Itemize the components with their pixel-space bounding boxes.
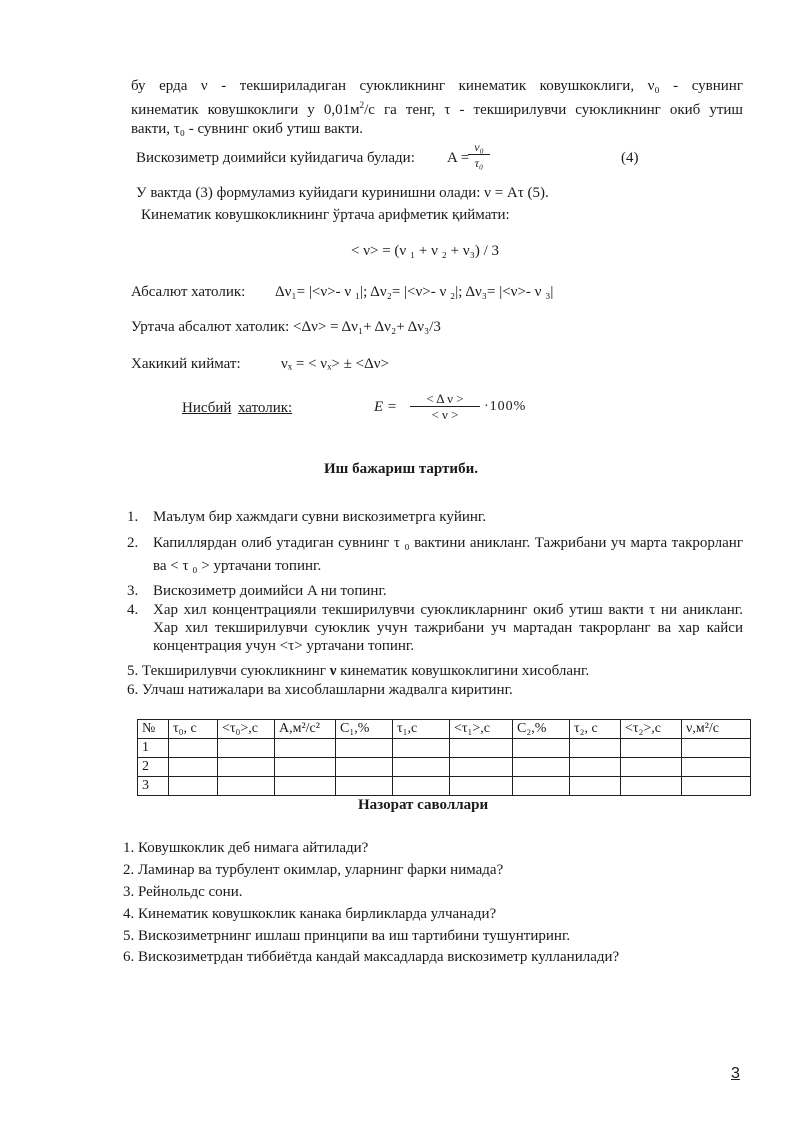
- step-number: 1.: [127, 509, 139, 525]
- step-text: Хар хил концентрацияли текширилувчи суюкликларнинг окиб утиш вакти τ ни аникланг. Хар хил текширилувчи суюклик учун тажрибани уч мартадан такрорланг ва хар кайси концентрация учун <τ> уртачани топинг.: [153, 602, 743, 654]
- table-cell[interactable]: [621, 739, 682, 758]
- const-formula-label: Вискозиметр доимийси куйидагича булади:: [136, 150, 415, 166]
- table-cell[interactable]: [218, 777, 275, 796]
- table-cell[interactable]: [450, 777, 513, 796]
- table-cell[interactable]: [570, 758, 621, 777]
- intro-line-3: вакти, τ₀ - сувнинг окиб утиш вакти.: [131, 121, 364, 137]
- relative-error-numerator: < Δ ν >: [410, 391, 480, 407]
- table-cell[interactable]: [621, 777, 682, 796]
- const-formula-fraction: [468, 140, 490, 171]
- table-header-row: [138, 720, 751, 739]
- table-cell[interactable]: [682, 777, 751, 796]
- question-item: 5. Вискозиметрнинг ишлаш принципи ва иш тартибини тушунтиринг.: [123, 928, 571, 944]
- step-text: Капиллярдан олиб утадиган сувнинг τ ₀ вактини аникланг. Тажрибани уч марта такрорланг ва < τ ₀ > уртачани топинг.: [153, 535, 743, 574]
- table-header-cell: τ₀, c: [169, 720, 218, 739]
- table-header-cell: <τ₀>,c: [218, 720, 275, 739]
- table-cell[interactable]: [450, 758, 513, 777]
- table-cell[interactable]: [570, 739, 621, 758]
- table-header-cell: C₁,%: [336, 720, 393, 739]
- question-item: 3. Рейнольдс сони.: [123, 884, 243, 900]
- question-item: 1. Ковушкоклик деб нимага айтилади?: [123, 840, 369, 856]
- relative-error-denominator: < ν >: [431, 407, 459, 422]
- table-cell[interactable]: [621, 758, 682, 777]
- procedure-step: [127, 601, 743, 655]
- true-value-label: Хакикий киймат:: [131, 356, 241, 372]
- table-cell[interactable]: [570, 777, 621, 796]
- table-cell[interactable]: [336, 777, 393, 796]
- intro-line-2-sup: 2: [359, 100, 365, 110]
- abs-error-label: Абсалют хатолик:: [131, 284, 246, 300]
- table-header-cell: A,м²/c²: [275, 720, 336, 739]
- intro-line-2b: /с га тенг, τ - текширилувчи суюкликнинг окиб утиш: [364, 102, 743, 118]
- formula-5-line: У вактда (3) формуламиз куйидаги куринишни олади: ν = Aτ (5).: [136, 185, 549, 201]
- procedure-step: [127, 508, 743, 526]
- table-cell: 3: [138, 777, 169, 796]
- table-cell[interactable]: [513, 739, 570, 758]
- relative-error-lhs: E =: [374, 399, 398, 415]
- step-5-symbol: ν: [329, 663, 337, 679]
- table-cell[interactable]: [682, 758, 751, 777]
- procedure-step-5: [127, 663, 589, 680]
- relative-error-suffix: ·100%: [484, 399, 527, 414]
- table-cell[interactable]: [393, 739, 450, 758]
- table-header-cell: №: [138, 720, 169, 739]
- results-table: [137, 719, 751, 796]
- abs-error-formula: Δν₁= |<ν>- ν ₁|; Δν₂= |<ν>- ν ₂|; Δν₃= |<ν>- ν ₃|: [275, 284, 554, 300]
- table-cell[interactable]: [275, 739, 336, 758]
- question-item: 2. Ламинар ва турбулент окимлар, уларнинг фарки нимада?: [123, 862, 504, 878]
- relative-error-fraction: [410, 391, 480, 423]
- control-title: Назорат саволлари: [358, 797, 489, 813]
- table-cell[interactable]: [275, 758, 336, 777]
- step-5-text-b: кинематик ковушкоклигини хисобланг.: [340, 663, 590, 679]
- table-cell[interactable]: [169, 758, 218, 777]
- table-cell[interactable]: [450, 739, 513, 758]
- step-number: 2.: [127, 535, 139, 551]
- step-number: 3.: [127, 583, 139, 599]
- mean-label: Кинематик ковушкокликнинг ўртача арифметик қиймати:: [141, 207, 510, 223]
- step-5-text-a: Текширилувчи суюкликнинг: [142, 663, 326, 679]
- intro-line-2a: кинематик ковушкоклиги у 0,01м: [131, 102, 360, 118]
- procedure-step-6: 6. Улчаш натижалари ва хисоблашларни жадвалга киритинг.: [127, 682, 513, 698]
- procedure-title: Иш бажариш тартиби.: [324, 461, 478, 477]
- intro-line-2: [131, 96, 743, 120]
- table-header-cell: C₂,%: [513, 720, 570, 739]
- mean-abs-error: Уртача абсалют хатолик: <Δν> = Δν₁+ Δν₂+ Δν₃/3: [131, 319, 441, 335]
- procedure-step: [127, 582, 743, 600]
- table-cell[interactable]: [513, 758, 570, 777]
- relative-error-label-word1: Нисбий: [182, 400, 232, 416]
- table-cell[interactable]: [218, 739, 275, 758]
- intro-line-1: бу ерда ν - текшириладиган суюкликнинг кинематик ковушкоклиги, ν₀ - сувнинг: [131, 78, 743, 94]
- table-cell: 1: [138, 739, 169, 758]
- table-row: [138, 739, 751, 758]
- const-formula-numerator: ν₀: [468, 140, 490, 155]
- question-item: 6. Вискозиметрдан тиббиётда кандай максадларда вискозиметр кулланилади?: [123, 949, 620, 965]
- table-cell[interactable]: [393, 777, 450, 796]
- formula-number-4: (4): [621, 150, 639, 166]
- table-row: [138, 758, 751, 777]
- const-formula-lhs: A =: [447, 150, 470, 166]
- page-number: 3: [731, 1065, 740, 1082]
- table-cell[interactable]: [218, 758, 275, 777]
- const-formula-denominator: τ₀: [474, 156, 484, 170]
- procedure-steps: [127, 508, 743, 655]
- table-header-cell: τ₁,c: [393, 720, 450, 739]
- table-cell[interactable]: [682, 739, 751, 758]
- table-header-cell: <τ₂>,c: [621, 720, 682, 739]
- table-row: [138, 777, 751, 796]
- true-value-formula: νₓ = < νₓ> ± <Δν>: [281, 356, 389, 372]
- step-text: Вискозиметр доимийси A ни топинг.: [153, 583, 387, 599]
- table-cell[interactable]: [275, 777, 336, 796]
- table-cell: 2: [138, 758, 169, 777]
- mean-formula: < ν> = (ν ₁ + ν ₂ + ν₃) / 3: [351, 243, 500, 259]
- intro-paragraph: [131, 77, 743, 139]
- table-cell[interactable]: [169, 739, 218, 758]
- table-cell[interactable]: [169, 777, 218, 796]
- relative-error-label-word2: хатолик:: [238, 400, 293, 416]
- step-number: 4.: [127, 602, 139, 618]
- step-5-number: 5.: [127, 663, 139, 679]
- procedure-step: [127, 532, 743, 578]
- table-cell[interactable]: [393, 758, 450, 777]
- table-header-cell: <τ₁>,c: [450, 720, 513, 739]
- table-header-cell: τ₂, c: [570, 720, 621, 739]
- table-cell[interactable]: [336, 758, 393, 777]
- question-item: 4. Кинематик ковушкоклик канака бирликларда улчанади?: [123, 906, 497, 922]
- table-header-cell: ν,м²/c: [682, 720, 751, 739]
- table-cell[interactable]: [513, 777, 570, 796]
- table-cell[interactable]: [336, 739, 393, 758]
- step-text: Маълум бир хажмдаги сувни вискозиметрга куйинг.: [153, 509, 487, 525]
